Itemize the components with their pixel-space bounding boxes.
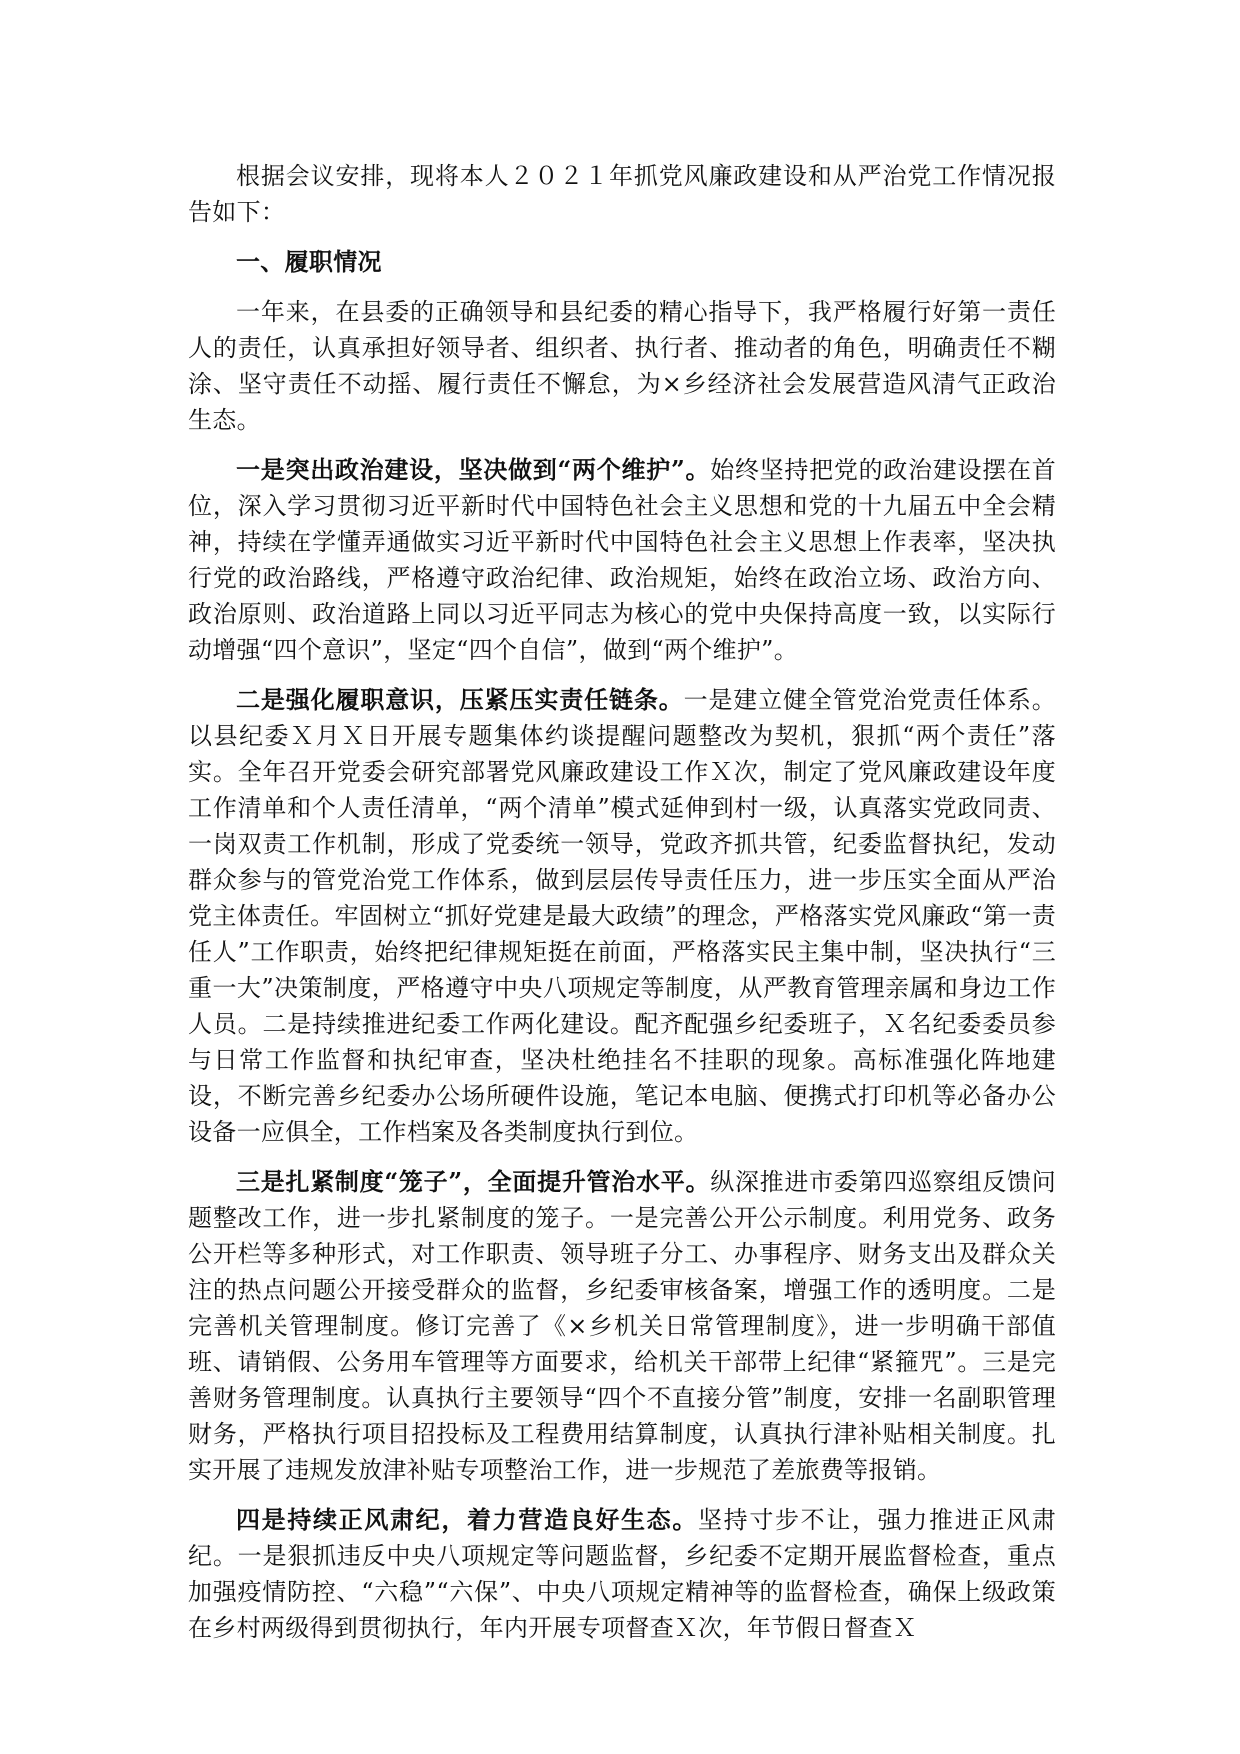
item-lead-4: 四是持续正风肃纪，着力营造良好生态。 [236, 1505, 699, 1534]
section-heading: 一、履职情况 [236, 248, 382, 276]
item-body-2: 一是建立健全管党治党责任体系。以县纪委Ｘ月Ｘ日开展专题集体约谈提醒问题整改为契机，狠抓“两个责任”落实。全年召开党委会研究部署党风廉政建设工作Ｘ次，制定了党风廉政建设年度工作清单和个人责任清单，“两个清单”模式延伸到村一级，认真落实党政同责、一岗双责工作机制，形成了党委统一领导，党政齐抓共管，纪委监督执纪，发动群众参与的管党治党工作体系，做到层层传导责任压力，进一步压实全面从严治党主体责任。牢固树立“抓好党建是最大政绩”的理念，严格落实党风廉政“第一责任人”工作职责，始终把纪律规矩挺在前面，严格落实民主集中制，坚决执行“三重一大”决策制度，严格遵守中央八项规定等制度，从严教育管理亲属和身边工作人员。二是持续推进纪委工作两化建设。配齐配强乡纪委班子，Ｘ名纪委委员参与日常工作监督和执纪审查，坚决杜绝挂名不挂职的现象。高标准强化阵地建设，不断完善乡纪委办公场所硬件设施，笔记本电脑、便携式打印机等必备办公设备一应俱全，工作档案及各类制度执行到位。 [188, 686, 1056, 1146]
item-paragraph-2 [188, 682, 1056, 1150]
document-page [188, 158, 1056, 1660]
item-lead-3: 三是扎紧制度“笼子”，全面提升管治水平。 [236, 1167, 711, 1196]
item-paragraph-1 [188, 452, 1056, 668]
item-body-4: 坚持寸步不让，强力推进正风肃纪。一是狠抓违反中央八项规定等问题监督，乡纪委不定期开展监督检查，重点加强疫情防控、“六稳”“六保”、中央八项规定精神等的监督检查，确保上级政策在乡村两级得到贯彻执行，年内开展专项督查Ｘ次，年节假日督查Ｘ [188, 1506, 1056, 1642]
item-lead-2: 二是强化履职意识，压紧压实责任链条。 [236, 685, 684, 714]
item-lead-1: 一是突出政治建设，坚决做到“两个维护”。 [236, 455, 711, 484]
item-paragraph-3 [188, 1164, 1056, 1488]
intro-paragraph: 根据会议安排，现将本人２０２１年抓党风廉政建设和从严治党工作情况报告如下： [188, 162, 1056, 226]
section-intro-paragraph: 一年来，在县委的正确领导和县纪委的精心指导下，我严格履行好第一责任人的责任，认真承担好领导者、组织者、执行者、推动者的角色，明确责任不糊涂、坚守责任不动摇、履行责任不懈怠，为×乡经济社会发展营造风清气正政治生态。 [188, 298, 1056, 434]
item-body-1: 始终坚持把党的政治建设摆在首位，深入学习贯彻习近平新时代中国特色社会主义思想和党的十九届五中全会精神，持续在学懂弄通做实习近平新时代中国特色社会主义思想上作表率，坚决执行党的政治路线，严格遵守政治纪律、政治规矩，始终在政治立场、政治方向、政治原则、政治道路上同以习近平同志为核心的党中央保持高度一致，以实际行动增强“四个意识”，坚定“四个自信”，做到“两个维护”。 [188, 456, 1057, 664]
item-paragraph-4 [188, 1502, 1056, 1646]
item-body-3: 纵深推进市委第四巡察组反馈问题整改工作，进一步扎紧制度的笼子。一是完善公开公示制度。利用党务、政务公开栏等多种形式，对工作职责、领导班子分工、办事程序、财务支出及群众关注的热点问题公开接受群众的监督，乡纪委审核备案，增强工作的透明度。二是完善机关管理制度。修订完善了《×乡机关日常管理制度》，进一步明确干部值班、请销假、公务用车管理等方面要求，给机关干部带上纪律“紧箍咒”。三是完善财务管理制度。认真执行主要领导“四个不直接分管”制度，安排一名副职管理财务，严格执行项目招投标及工程费用结算制度，认真执行津补贴相关制度。扎实开展了违规发放津补贴专项整治工作，进一步规范了差旅费等报销。 [188, 1168, 1057, 1484]
